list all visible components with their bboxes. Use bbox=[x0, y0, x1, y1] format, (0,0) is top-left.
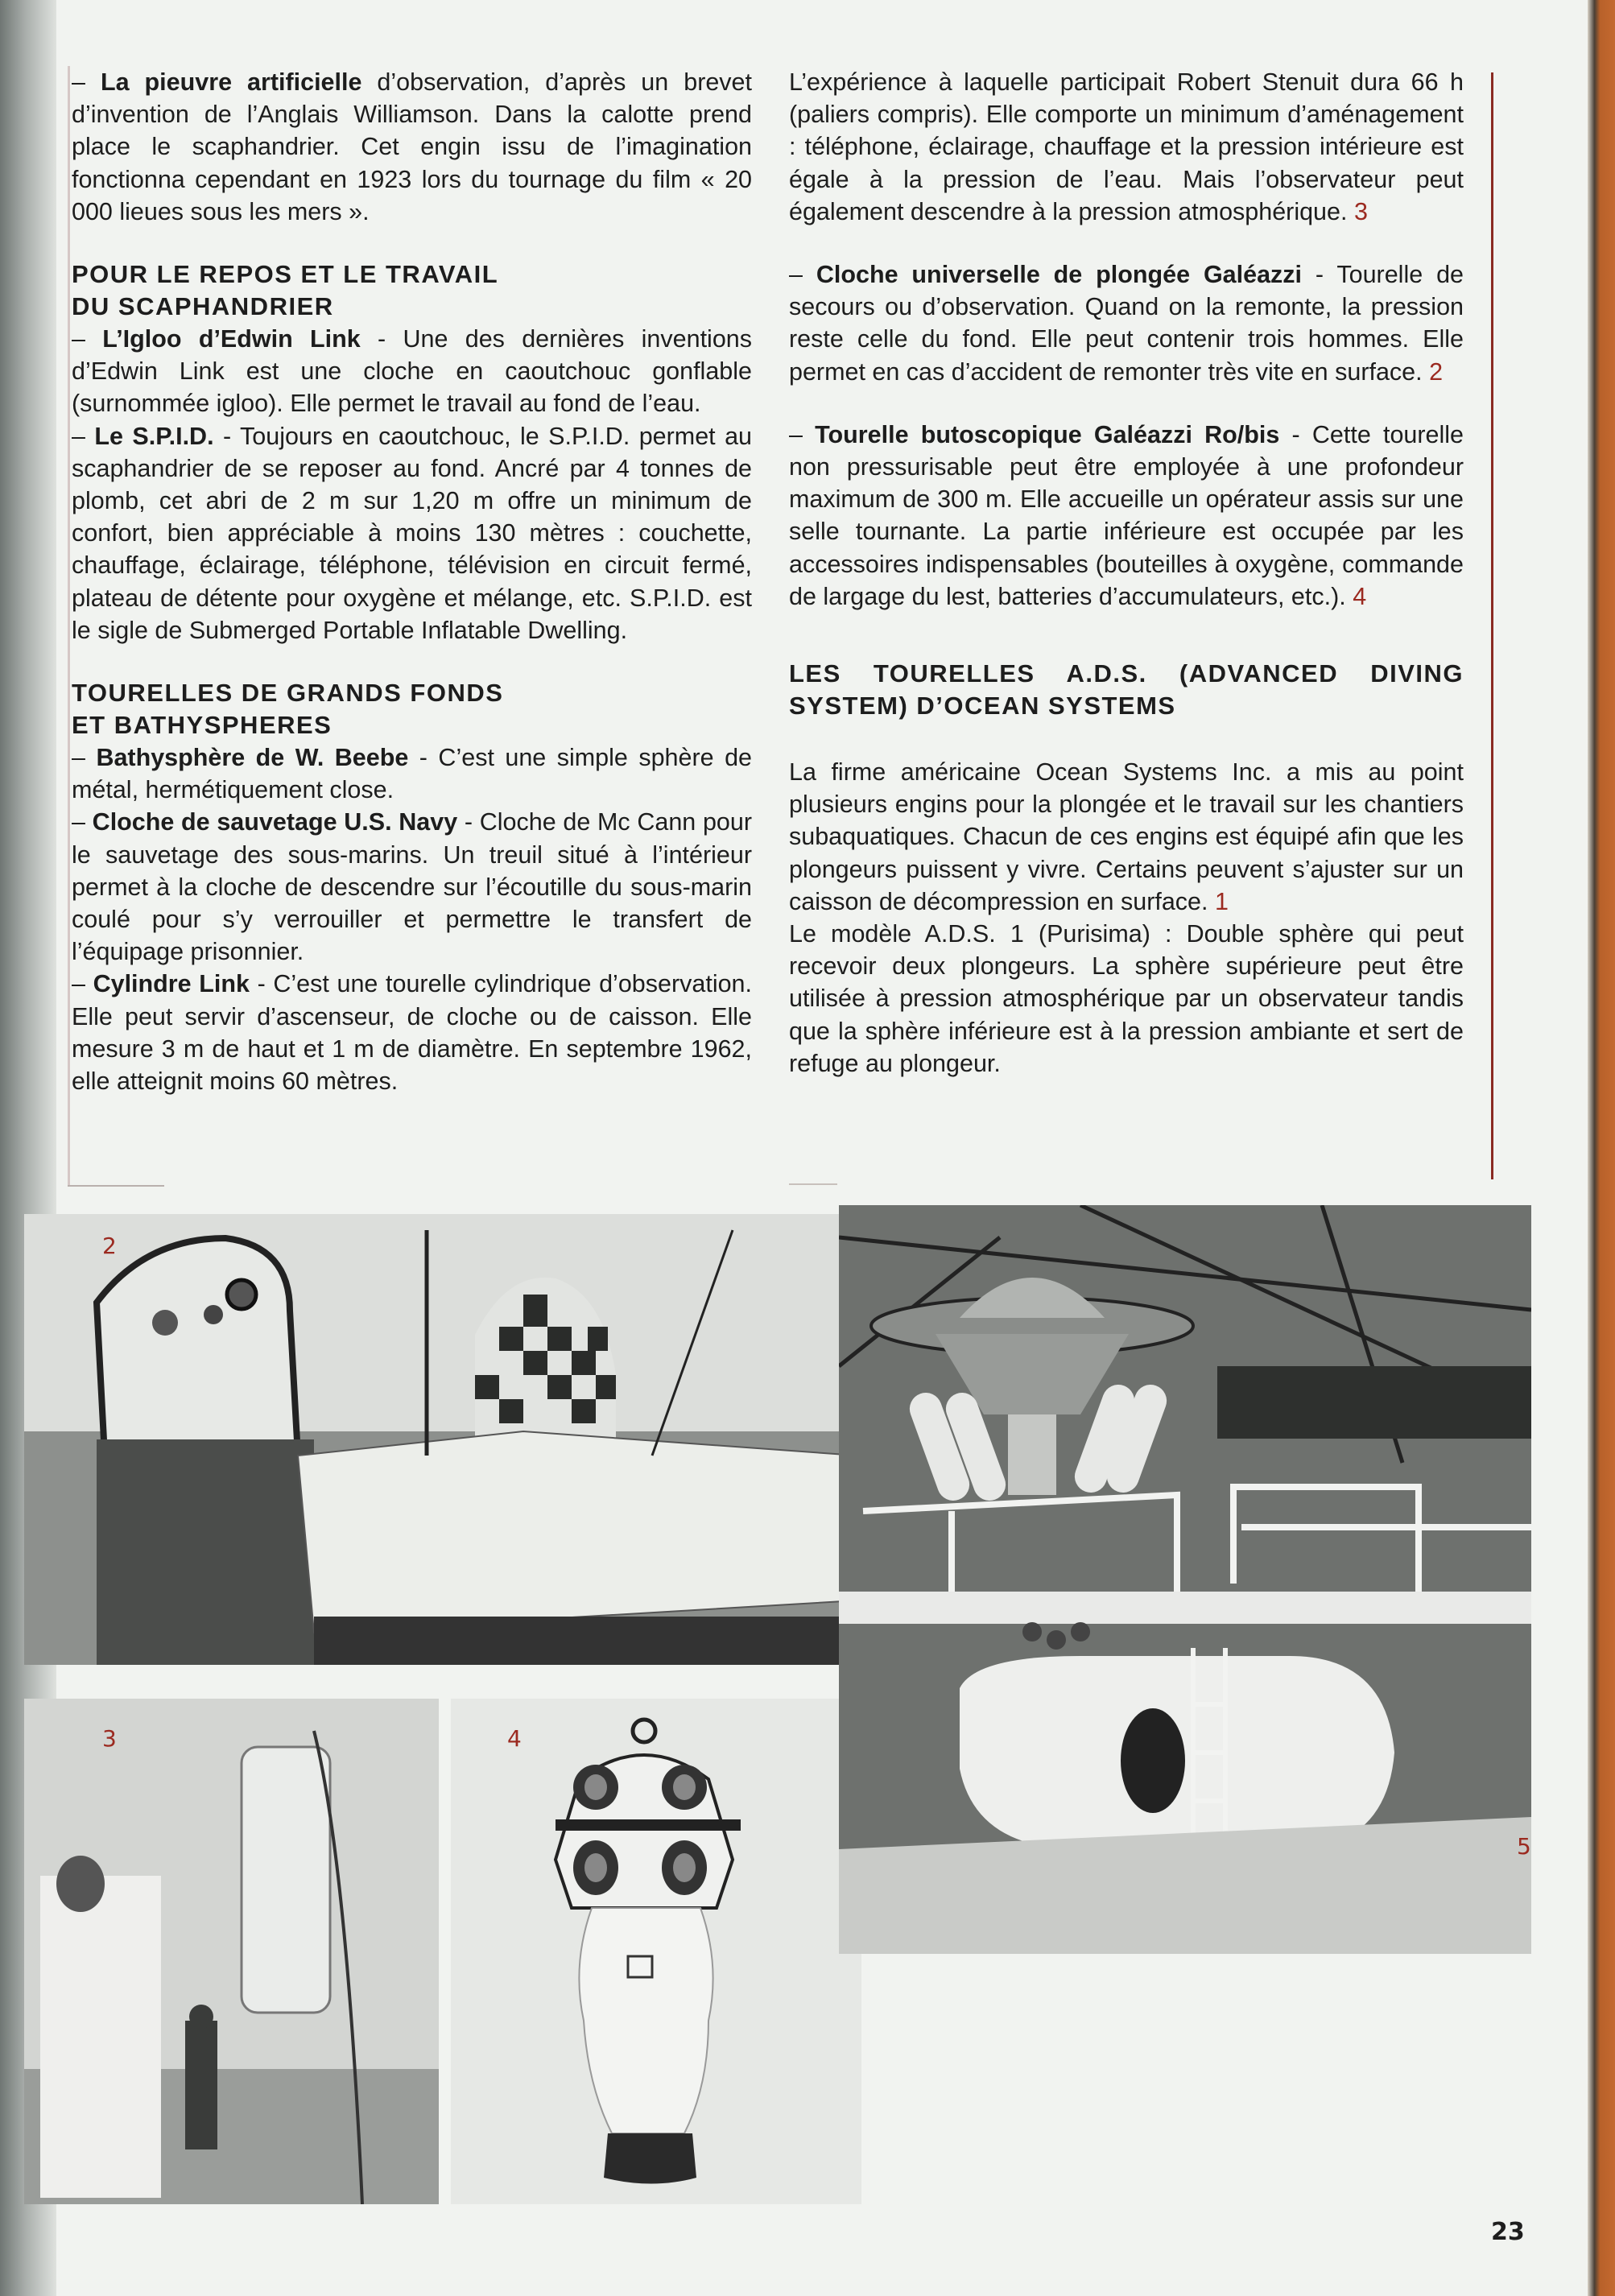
photo-reference: 4 bbox=[1353, 582, 1367, 610]
photo-label: 3 bbox=[102, 1725, 117, 1752]
entry-text: - Tourelle de secours ou d’observation. Quand on la remonte, la pression reste celle du fond. Elle peut contenir trois hommes. Elle permet en cas d’accident de remonter très vite en surface. bbox=[789, 261, 1464, 386]
entry-cylindre-link: – Cylindre Link - C’est une tourelle cylindrique d’observation. Elle peut servir d’ascenseur, de cloche ou de caisson. Elle mesure 3 m de haut et 1 m de diamètre. En septembre 1962, elle atteignit moins 60 mètres. bbox=[72, 970, 752, 1096]
heading-line: DU SCAPHANDRIER bbox=[72, 292, 334, 321]
entry-pieuvre: – La pieuvre artificielle d’observation, d’après un brevet d’invention de l’Anglais Williamson. Dans la calotte prend place le scaphandrier. Cet engin issu de l’imagination fonctionna cependant en 1923 lors du tournage du film « 20 000 lieues sous les mers ». bbox=[72, 68, 752, 225]
column-rule bbox=[68, 1185, 164, 1187]
section-heading-repos bbox=[72, 258, 752, 323]
photo-label: 5 bbox=[1517, 1833, 1531, 1860]
entry-igloo: – L’Igloo d’Edwin Link - Une des dernières inventions d’Edwin Link est une cloche en caoutchouc gonflable (surnommée igloo). Elle permet le travail au fond de l’eau. bbox=[72, 325, 752, 418]
photo-label: 4 bbox=[507, 1725, 522, 1752]
photo-5-illustration bbox=[839, 1205, 1531, 1954]
entry-text: - Une des dernières inventions d’Edwin Link est une cloche en caoutchouc gonflable (surnommée igloo). Elle permet le travail au fond de l’eau. bbox=[72, 325, 752, 418]
photo-5-ads-turret bbox=[839, 1205, 1531, 1954]
entry-text: d’observation, d’après un brevet d’invention de l’Anglais Williamson. Dans la calotte prend place le scaphandrier. Cet engin issu de l’imagination fonctionna cependant en 1923 lors du tournage du film « 20 000 lieues sous les mers ». bbox=[72, 68, 752, 225]
magazine-page bbox=[56, 0, 1588, 2296]
entry-title: Le S.P.I.D. bbox=[94, 422, 214, 450]
left-column bbox=[68, 66, 752, 1185]
paragraph-ocean-systems bbox=[789, 756, 1464, 918]
entry-text: - Cloche de Mc Cann pour le sauvetage des sous-marins. Un treuil situé à l’intérieur permet à la cloche de descendre sur l’écoutille du sous-marin coulé pour s’y verrouiller et permettre le transfert de l’équipage prisonnier. bbox=[72, 808, 752, 966]
section-heading-ads: LES TOURELLES A.D.S. (ADVANCED DIVING SYSTEM) D’OCEAN SYSTEMS bbox=[789, 659, 1464, 721]
right-column bbox=[789, 66, 1464, 1185]
photo-3-link-cylinder bbox=[24, 1699, 439, 2204]
entry-tourelle-butoscopique: – Tourelle butoscopique Galéazzi Ro/bis - Cette tourelle non pressurisable peut être employée à une profondeur maximum de 300 m. Elle accueille un opérateur assis sur une selle tournante. La partie inférieure est occupée par les accessoires indispensables (bouteilles à oxygène, commande de largage du lest, batteries d’accumulateurs, etc.). 4 bbox=[789, 420, 1464, 610]
entry-text: - Cette tourelle non pressurisable peut être employée à une profondeur maximum de 300 m. Elle accueille un opérateur assis sur une selle tournante. La partie inférieure est occupée par les accessoires indispensables (bouteilles à oxygène, commande de largage du lest, batteries d’accumulateurs, etc.). bbox=[789, 420, 1464, 610]
entry-title: Cloche universelle de plongée Galéazzi bbox=[816, 261, 1303, 289]
photo-2-illustration bbox=[24, 1214, 857, 1665]
entry-text: - Toujours en caoutchouc, le S.P.I.D. permet au scaphandrier de se reposer au fond. Ancré par 4 tonnes de plomb, cet abri de 2 m sur 1,20 m offre un minimum de confort, bien appréciable à moins 130 mètres : couchette, chauffage, éclairage, téléphone, télévision en circuit fermé, plateau de détente pour oxygène et mélange, etc. S.P.I.D. est le sigle de Submerged Portable Inflatable Dwelling. bbox=[72, 422, 752, 644]
entry-spid: – Le S.P.I.D. - Toujours en caoutchouc, le S.P.I.D. permet au scaphandrier de se reposer au fond. Ancré par 4 tonnes de plomb, cet abri de 2 m sur 1,20 m offre un minimum de confort, bien appréciable à moins 130 mètres : couchette, chauffage, éclairage, téléphone, télévision en circuit fermé, plateau de détente pour oxygène et mélange, etc. S.P.I.D. est le sigle de Submerged Portable Inflatable Dwelling. bbox=[72, 422, 752, 644]
section-heading-tourelles bbox=[72, 677, 752, 741]
photo-reference: 1 bbox=[1214, 887, 1229, 915]
photo-3-illustration bbox=[24, 1699, 439, 2204]
entry-title: La pieuvre artificielle bbox=[100, 68, 362, 96]
entry-text: L’expérience à laquelle participait Robert Stenuit dura 66 h (paliers compris). Elle comporte un minimum d’aménagement : téléphone, éclairage, chauffage et la pression intérieure est égale à la pression de l’eau. Mais l’observateur peut également descendre à la pression atmosphérique. bbox=[789, 68, 1464, 225]
entry-bathysphere: – Bathysphère de W. Beebe - C’est une simple sphère de métal, hermétiquement close. bbox=[72, 744, 752, 804]
column-rule-red bbox=[1491, 72, 1493, 1179]
page-number: 23 bbox=[1491, 2218, 1525, 2246]
entry-text: - C’est une simple sphère de métal, hermétiquement close. bbox=[72, 744, 752, 804]
photo-4-illustration bbox=[451, 1699, 861, 2204]
entry-title: Cylindre Link bbox=[93, 970, 250, 998]
entry-title: Tourelle butoscopique Galéazzi Ro/bis bbox=[815, 420, 1280, 448]
entry-text: La firme américaine Ocean Systems Inc. a mis au point plusieurs engins pour la plongée et le travail sur les chantiers subaquatiques. Chacun de ces engins est équipé afin que les plongeurs puissent y vivre. Certains peuvent s’ajuster sur un caisson de décompression en surface. bbox=[789, 758, 1464, 915]
entry-title: L’Igloo d’Edwin Link bbox=[102, 325, 361, 353]
paragraph-ads1: Le modèle A.D.S. 1 (Purisima) : Double sphère qui peut recevoir deux plongeurs. La sphère supérieure peut être utilisée à pression atmosphérique par un observateur tandis que la sphère inférieure est à la pression ambiante et sert de refuge au plongeur. bbox=[789, 920, 1464, 1077]
photo-reference: 3 bbox=[1353, 197, 1368, 225]
photo-label: 2 bbox=[102, 1233, 117, 1259]
entry-title: Bathysphère de W. Beebe bbox=[96, 744, 409, 772]
photo-4-butoscopic-turret bbox=[451, 1699, 861, 2204]
heading-line: POUR LE REPOS ET LE TRAVAIL bbox=[72, 260, 499, 289]
entry-cloche-navy: – Cloche de sauvetage U.S. Navy - Cloche de Mc Cann pour le sauvetage des sous-marins. Un treuil situé à l’intérieur permet à la cloche de descendre sur l’écoutille du sous-marin coulé pour s’y verrouiller et permettre le transfert de l’équipage prisonnier. bbox=[72, 808, 752, 966]
entry-text: - C’est une tourelle cylindrique d’observation. Elle peut servir d’ascenseur, de cloche ou de caisson. Elle mesure 3 m de haut et 1 m de diamètre. En septembre 1962, elle atteignit moins 60 mètres. bbox=[72, 970, 752, 1096]
entry-cloche-galeazzi: – Cloche universelle de plongée Galéazzi - Tourelle de secours ou d’observation. Quand on la remonte, la pression reste celle du fond. Elle peut contenir trois hommes. Elle permet en cas d’accident de remonter très vite en surface. 2 bbox=[789, 261, 1464, 386]
entry-title: Cloche de sauvetage U.S. Navy bbox=[92, 808, 458, 836]
entry-stenuit bbox=[789, 66, 1464, 228]
heading-line: TOURELLES DE GRANDS FONDS bbox=[72, 679, 504, 708]
book-edge-right bbox=[1588, 0, 1615, 2296]
column-rule bbox=[789, 1183, 837, 1185]
heading-line: ET BATHYSPHERES bbox=[72, 711, 332, 740]
photo-reference: 2 bbox=[1429, 357, 1444, 386]
photo-2-diving-bells bbox=[24, 1214, 857, 1665]
